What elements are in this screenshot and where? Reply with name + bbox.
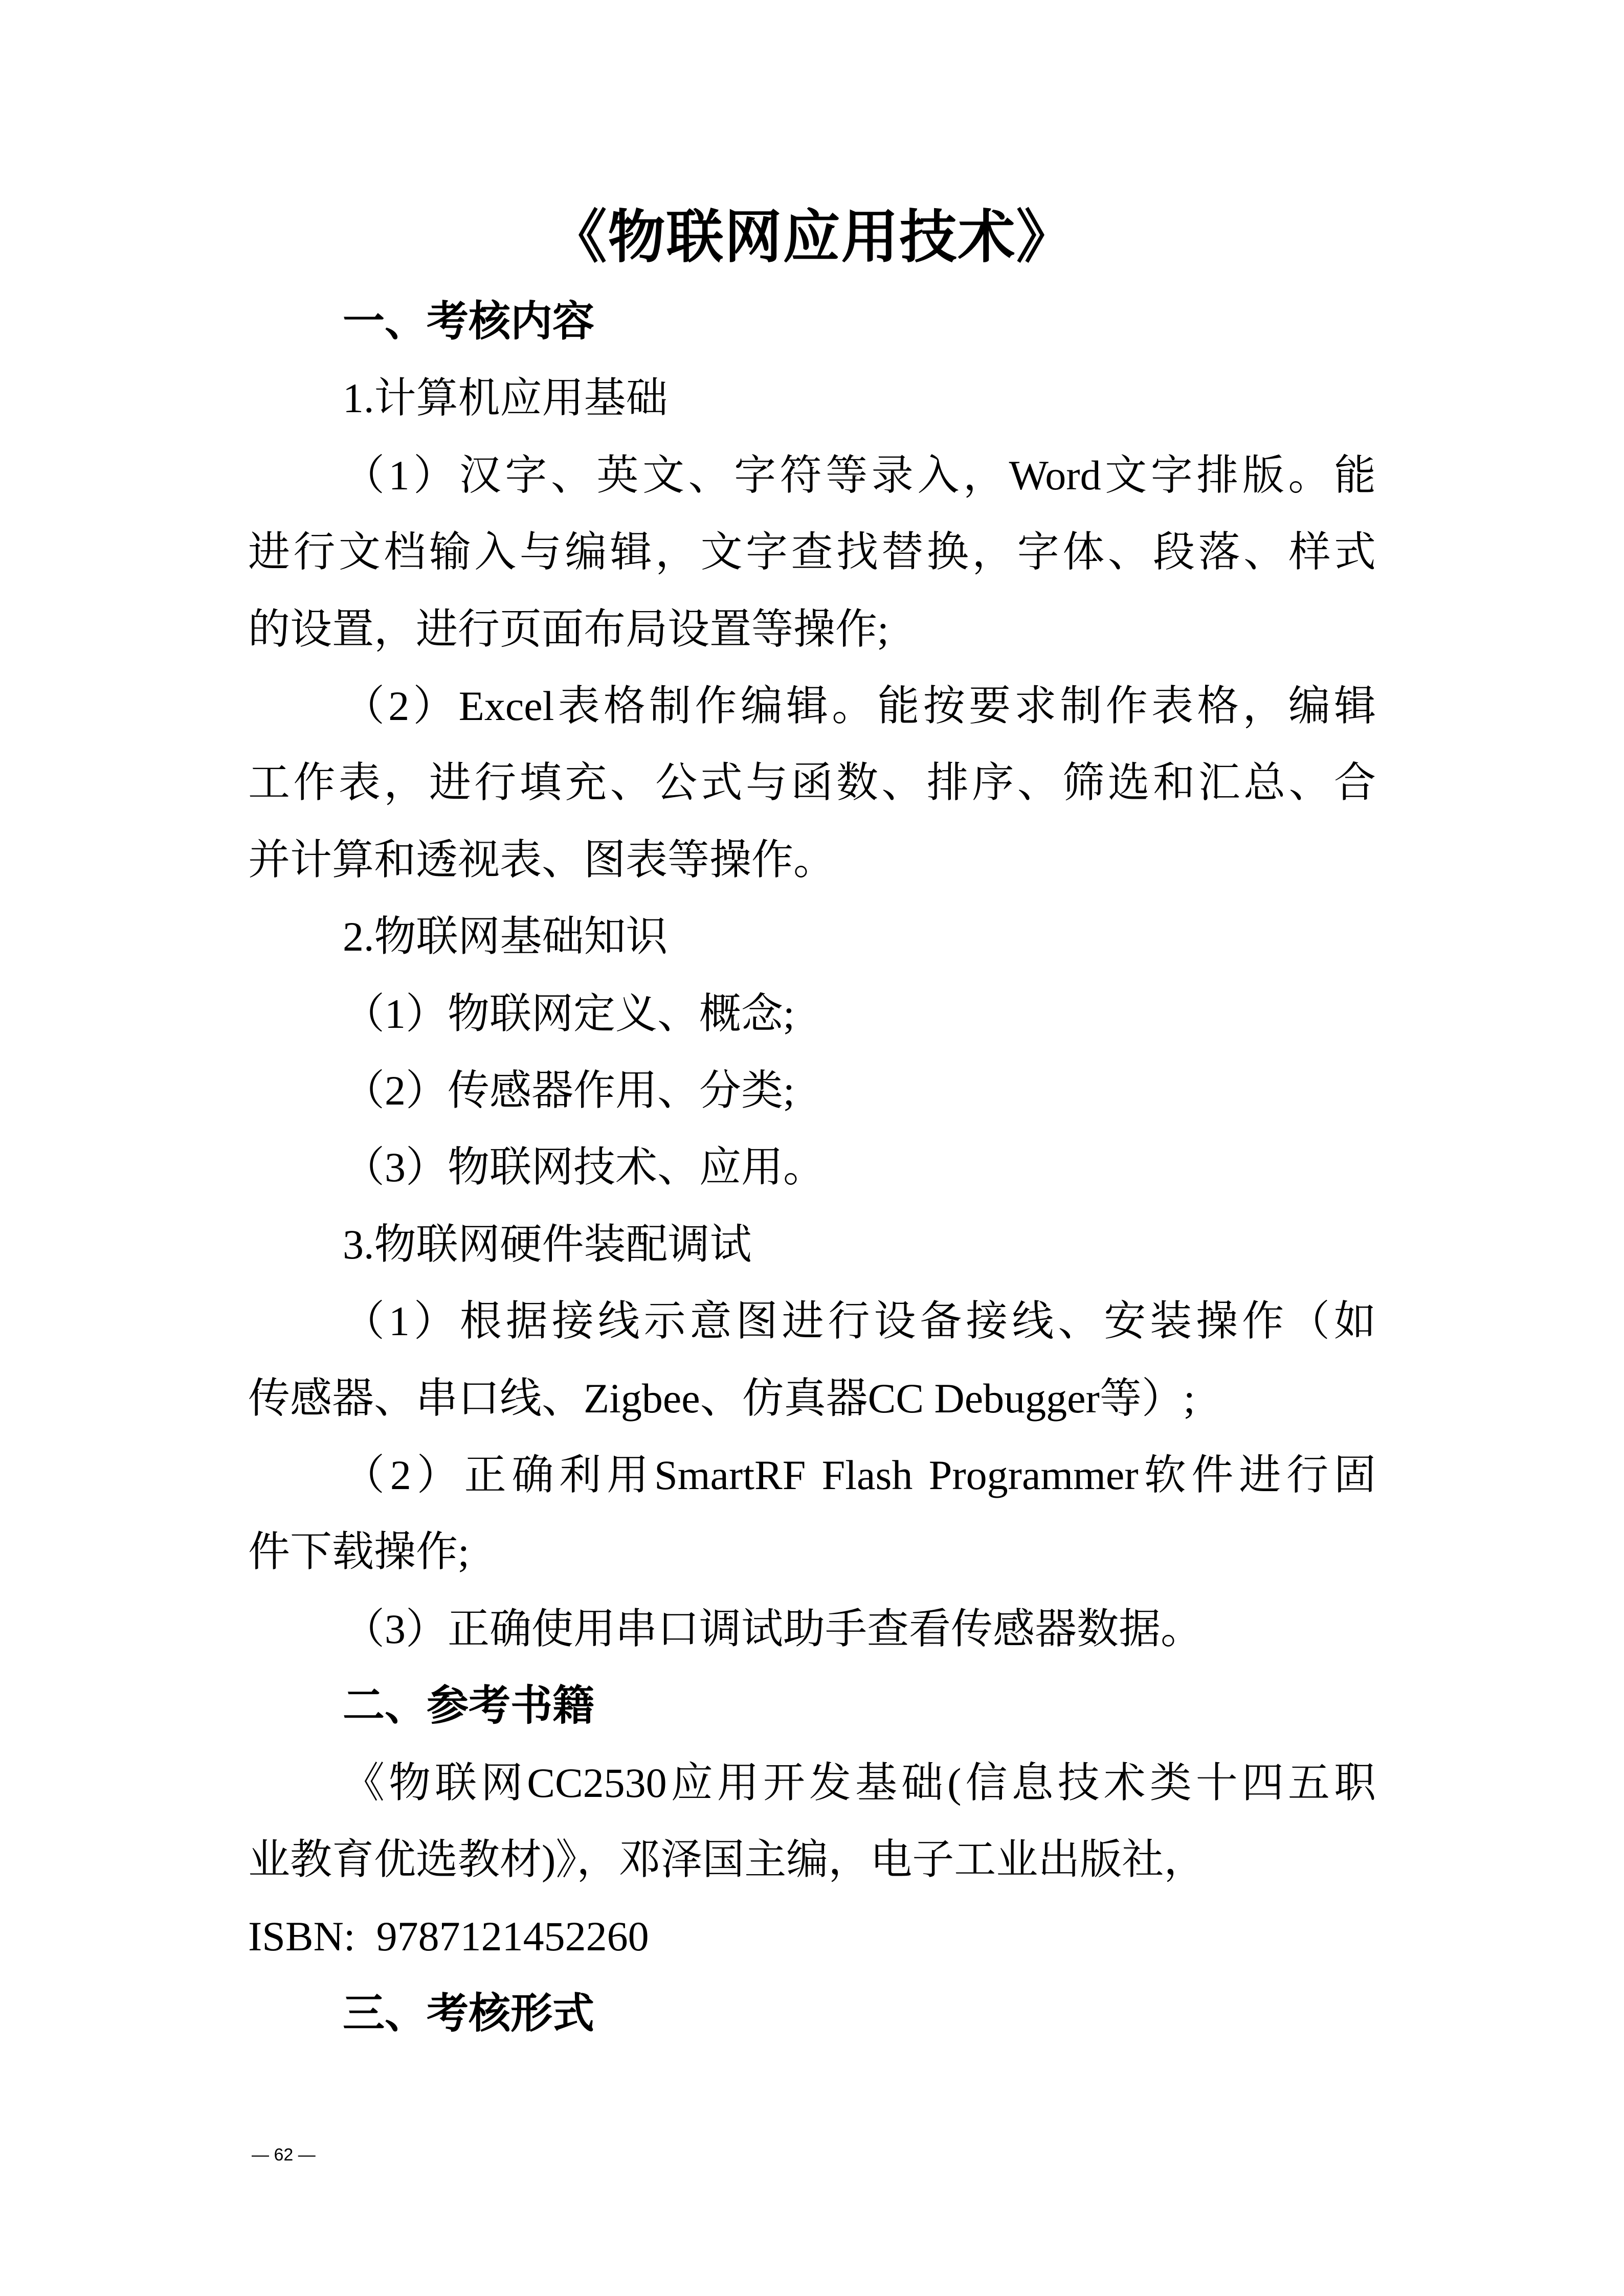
paragraph-line: 的设置，进行页面布局设置等操作; [248, 606, 889, 652]
section-heading: 一、考核内容 [343, 298, 595, 345]
paragraph-line: 并计算和透视表、图表等操作。 [248, 837, 836, 883]
paragraph-line: 进行文档输入与编辑，文字查找替换，字体、段落、样式 [248, 529, 1376, 575]
paragraph-line: （3）物联网技术、应用。 [343, 1144, 826, 1190]
paragraph-line: （2）Excel表格制作编辑。能按要求制作表格，编辑 [343, 683, 1376, 729]
paragraph-line: （1）根据接线示意图进行设备接线、安装操作（如 [343, 1298, 1376, 1344]
paragraph-line: （2）正确利用SmartRF Flash Programmer软件进行固 [343, 1452, 1376, 1498]
page-number: — 62 — [252, 2145, 316, 2165]
paragraph-line: （1）汉字、英文、字符等录入，Word文字排版。能 [343, 452, 1376, 499]
paragraph-line: 《物联网CC2530应用开发基础(信息技术类十四五职 [343, 1760, 1376, 1806]
paragraph-line: 工作表，进行填充、公式与函数、排序、筛选和汇总、合 [248, 759, 1376, 806]
paragraph-line: 业教育优选教材)》，邓泽国主编，电子工业出版社， [248, 1836, 1206, 1883]
document-title: 《物联网应用技术》 [549, 206, 1075, 269]
subsection-heading: 3.物联网硬件装配调试 [343, 1221, 752, 1268]
isbn-line: ISBN: 9787121452260 [248, 1913, 649, 1960]
paragraph-line: 传感器、串口线、Zigbee、仿真器CC Debugger等）; [248, 1375, 1195, 1422]
paragraph-line: 件下载操作; [248, 1528, 470, 1575]
section-heading: 二、参考书籍 [343, 1682, 595, 1729]
subsection-heading: 2.物联网基础知识 [343, 913, 668, 960]
paragraph-line: （3）正确使用串口调试助手查看传感器数据。 [343, 1606, 1203, 1652]
paragraph-line: （1）物联网定义、概念; [343, 991, 795, 1037]
section-heading: 三、考核形式 [343, 1990, 595, 2037]
paragraph-line: （2）传感器作用、分类; [343, 1067, 795, 1114]
subsection-heading: 1.计算机应用基础 [343, 375, 668, 421]
